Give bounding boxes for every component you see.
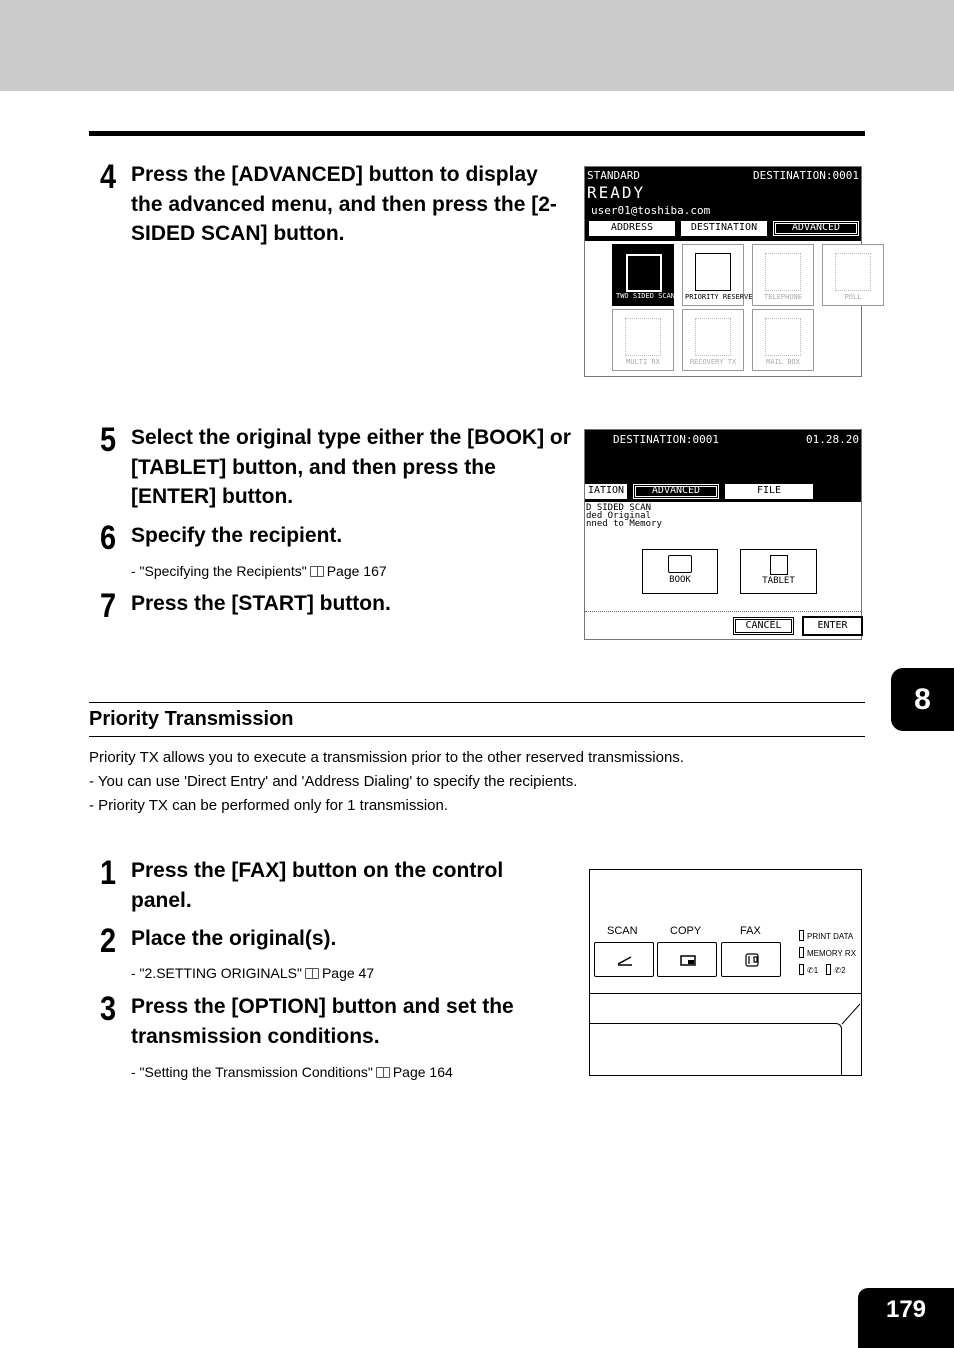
copy-button[interactable] [657, 942, 717, 977]
cancel-button[interactable]: CANCEL [733, 617, 794, 635]
tablet-button[interactable]: TABLET [740, 549, 817, 594]
tablet-icon [770, 555, 788, 575]
top-rule [89, 131, 865, 136]
memory-rx-indicator: MEMORY RX [799, 947, 856, 958]
section-header [89, 702, 865, 737]
tab-advanced[interactable]: ADVANCED [773, 221, 859, 236]
screen-header [585, 430, 861, 502]
mode-label: STANDARD [587, 169, 640, 182]
step-number: 2 [100, 922, 117, 960]
control-panel [589, 869, 862, 1076]
poll-button[interactable]: POLL [822, 244, 884, 306]
step-text: Press the [START] button. [131, 592, 391, 615]
priority-reserve-button[interactable]: PRIORITY RESERVE [682, 244, 744, 306]
page-link[interactable]: Page 164 [392, 1064, 453, 1080]
telephone-button[interactable]: TELEPHONE [752, 244, 814, 306]
step-number: 7 [100, 587, 117, 625]
section-bullet: - Priority TX can be performed only for 1 transmission. [89, 797, 449, 814]
book-button[interactable]: BOOK [642, 549, 718, 594]
multi-rx-icon [625, 318, 661, 356]
priority-reserve-icon [695, 253, 731, 291]
book-icon [305, 968, 319, 979]
step-number: 6 [100, 519, 117, 557]
tab-file[interactable]: FILE [725, 484, 813, 499]
step-number: 5 [100, 421, 117, 459]
book-icon [310, 566, 324, 577]
section-bullet: - You can use 'Direct Entry' and 'Address Dialing' to specify the recipients. [89, 773, 578, 790]
two-sided-scan-icon [626, 254, 662, 292]
scan-button[interactable] [594, 942, 654, 977]
fax-icon [744, 953, 760, 967]
scan-icon [617, 953, 633, 967]
memory-counter: 01.28.20 [806, 433, 859, 446]
header-band [0, 0, 954, 91]
book-icon [376, 1067, 390, 1078]
touch-panel-screen-two-sided-scan [584, 429, 862, 640]
reference-step-6: - "Specifying the Recipients" Page 167 [131, 563, 387, 579]
instruction-text: D SIDED SCAN ded Original nned to Memory [586, 503, 662, 529]
tab-destination[interactable]: DESTINATION [681, 221, 767, 236]
line-indicators: ✆1 ✆2 [799, 964, 846, 975]
led-icon [799, 930, 804, 941]
mailbox-icon [765, 318, 801, 356]
fax-label: FAX [740, 925, 761, 937]
mailbox-button[interactable]: MAIL BOX [752, 309, 814, 371]
divider [585, 611, 861, 612]
step-text: Press the [OPTION] button and set the transmission conditions. [131, 995, 514, 1048]
status-label: READY [587, 183, 646, 202]
touch-panel-screen-advanced [584, 166, 862, 377]
section-title: Priority Transmission [89, 708, 294, 730]
phone-icon: ✆ [834, 966, 842, 975]
page-link[interactable]: Page 167 [326, 563, 387, 579]
destination-counter: DESTINATION:0001 [613, 433, 719, 446]
copy-icon [680, 953, 696, 967]
reference-step-2: - "2.SETTING ORIGINALS" Page 47 [131, 965, 375, 981]
panel-display-area [590, 1023, 842, 1076]
two-sided-scan-button[interactable]: TWO SIDED SCAN [612, 244, 674, 306]
panel-divider [590, 993, 861, 994]
step-number: 1 [100, 854, 117, 892]
tab-advanced[interactable]: ADVANCED [633, 484, 719, 499]
book-icon [668, 555, 692, 573]
copy-label: COPY [670, 925, 702, 937]
multi-rx-button[interactable]: MULTI RX [612, 309, 674, 371]
destination-counter: DESTINATION:0001 [753, 169, 859, 182]
tab-destination[interactable]: IATION [585, 484, 627, 499]
print-data-indicator: PRINT DATA [799, 930, 853, 941]
step-text: Select the original type either the [BOOK] or [TABLET] button, and then press the [ENTER] button. [131, 426, 571, 508]
step-text: Specify the recipient. [131, 524, 343, 547]
panel-edge [840, 1000, 862, 1026]
section-intro: Priority TX allows you to execute a transmission prior to the other reserved transmissions. [89, 749, 684, 766]
recovery-tx-button[interactable]: RECOVERY TX [682, 309, 744, 371]
led-icon [799, 947, 804, 958]
screen-header [585, 167, 861, 241]
enter-button[interactable]: ENTER [802, 616, 863, 636]
led-icon [799, 964, 804, 975]
poll-icon [835, 253, 871, 291]
phone-icon: ✆ [807, 966, 814, 975]
recovery-tx-icon [695, 318, 731, 356]
step-text: Press the [FAX] button on the control panel. [131, 859, 504, 912]
user-label: user01@toshiba.com [591, 204, 711, 217]
step-number: 4 [100, 158, 117, 196]
fax-button[interactable] [721, 942, 781, 977]
step-text: Press the [ADVANCED] button to display the advanced menu, and then press the [2-SIDED SCAN] button. [131, 163, 557, 245]
chapter-tab[interactable]: 8 [891, 668, 954, 731]
step-number: 3 [100, 990, 117, 1028]
reference-step-3: - "Setting the Transmission Conditions" Page 164 [131, 1064, 453, 1080]
scan-label: SCAN [607, 925, 638, 937]
page-number: 179 [858, 1288, 954, 1348]
telephone-icon [765, 253, 801, 291]
step-text: Place the original(s). [131, 927, 337, 950]
page-link[interactable]: Page 47 [321, 965, 375, 981]
led-icon [826, 964, 831, 975]
tab-address[interactable]: ADDRESS [589, 221, 675, 236]
